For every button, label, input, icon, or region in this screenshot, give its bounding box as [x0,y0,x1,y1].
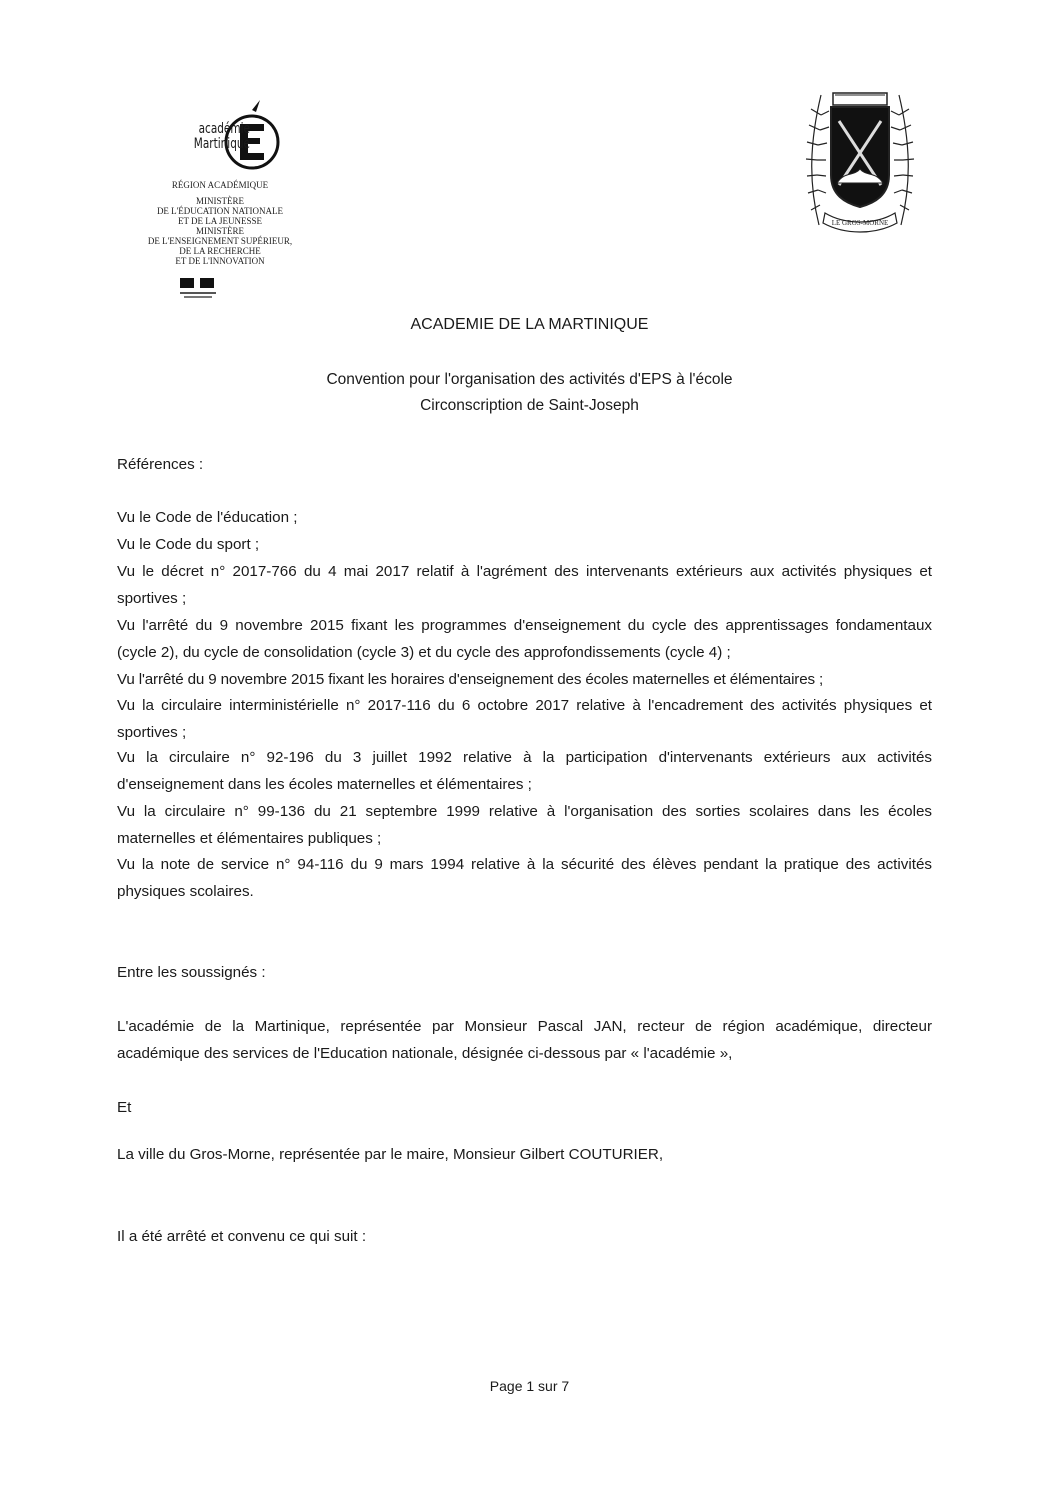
ministere-line: MINISTÈRE [196,196,244,206]
party-ville: La ville du Gros-Morne, représentée par le maire, Monsieur Gilbert COUTURIER, [117,1146,664,1163]
crest-motto: LE GROS-MORNE [831,219,889,227]
reference-item: Vu la circulaire n° 99-136 du 21 septembre 1999 relative à l'organisation des sorties scolaires dans les écoles maternelles et élémentaires publiques ; [117,803,932,847]
academie-line2: Martinique [193,136,250,152]
reference-item: Vu le Code du sport ; [117,536,260,553]
party-academie: L'académie de la Martinique, représentée par Monsieur Pascal JAN, recteur de région académique, directeur académique des services de l'Education nationale, désignée ci-dessous par « l'académie », [117,1018,932,1062]
references-label: Références : [117,456,204,473]
ministere-line: DE L'ÉDUCATION NATIONALE [156,206,284,216]
reference-item: Vu la note de service n° 94-116 du 9 mars 1994 relative à la sécurité des élèves pendant la pratique des activités physiques scolaires. [117,856,932,900]
document-title: ACADEMIE DE LA MARTINIQUE [410,316,649,333]
parties-label: Entre les soussignés : [117,964,266,981]
reference-item: Vu l'arrêté du 9 novembre 2015 fixant les horaires d'enseignement des écoles maternelles et élémentaires ; [117,671,824,688]
document-subtitle-line1: Convention pour l'organisation des activités d'EPS à l'école [326,371,733,388]
reference-item: Vu le décret n° 2017-766 du 4 mai 2017 relatif à l'agrément des intervenants extérieurs aux activités physiques et sportives ; [117,563,932,607]
reference-item: Vu l'arrêté du 9 novembre 2015 fixant les programmes d'enseignement du cycle des apprentissages fondamentaux (cycle 2), du cycle de consolidation (cycle 3) et du cycle des approfondissements (cycle 4) ; [117,617,932,661]
ministere-line: ET DE L'INNOVATION [175,256,265,266]
conjunction-et: Et [117,1099,132,1116]
academie-line1: académie [198,121,250,137]
gros-morne-crest-icon [805,85,915,240]
ministere-line: DE L'ENSEIGNEMENT SUPÉRIEUR, [147,236,293,246]
ministere-line: DE LA RECHERCHE [179,246,261,256]
reference-item: Vu le Code de l'éducation ; [117,509,298,526]
marianne-logo-icon [180,278,220,300]
document-subtitle-line2: Circonscription de Saint-Joseph [420,397,639,414]
ministere-line: ET DE LA JEUNESSE [177,216,263,226]
ministere-line: MINISTÈRE [196,226,244,236]
academie-logo [140,96,300,316]
reference-item: Vu la circulaire interministérielle n° 2017-116 du 6 octobre 2017 relative à l'encadrement des activités physiques et sportives ; [117,697,932,741]
page-number: Page 1 sur 7 [489,1378,570,1394]
reference-item: Vu la circulaire n° 92-196 du 3 juillet 1992 relative à la participation d'intervenants extérieurs aux activités d'enseignement dans les écoles maternelles et élémentaires ; [117,749,932,793]
agreement-intro: Il a été arrêté et convenu ce qui suit : [117,1228,367,1245]
region-academique: RÉGION ACADÉMIQUE [171,180,269,190]
